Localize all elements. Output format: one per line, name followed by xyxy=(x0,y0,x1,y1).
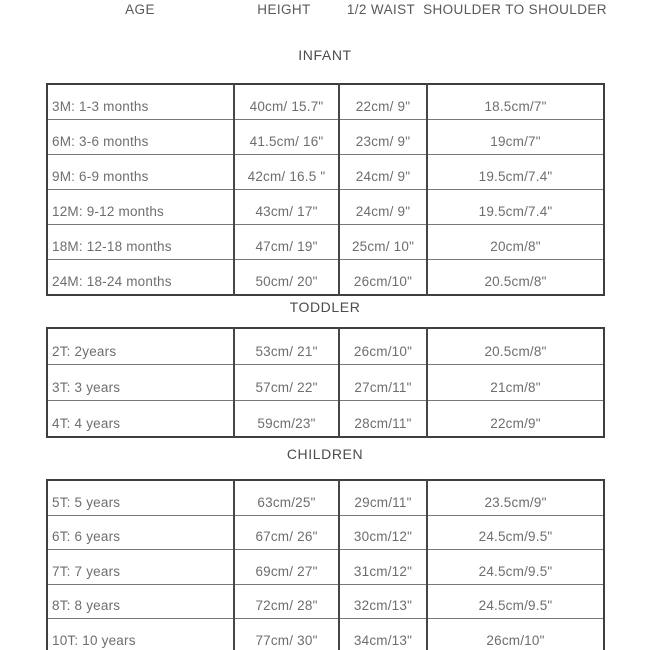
table-row xyxy=(47,515,604,550)
cell-shoulder-to-shoulder: 19.5cm/7.4" xyxy=(427,190,604,225)
cell-height: 40cm/ 15.7" xyxy=(234,84,339,120)
cell-height: 47cm/ 19" xyxy=(234,225,339,260)
cell-age: 8T: 8 years xyxy=(47,584,234,619)
cell-height: 72cm/ 28" xyxy=(234,584,339,619)
cell-height: 69cm/ 27" xyxy=(234,550,339,585)
section-title: INFANT xyxy=(298,47,352,63)
cell-age: 24M: 18-24 months xyxy=(47,260,234,296)
cell-shoulder-to-shoulder: 19cm/7" xyxy=(427,120,604,155)
cell-age: 18M: 12-18 months xyxy=(47,225,234,260)
cell-age: 6M: 3-6 months xyxy=(47,120,234,155)
cell-shoulder-to-shoulder: 20.5cm/8" xyxy=(427,328,604,365)
cell-half-waist: 34cm/13" xyxy=(339,619,427,650)
cell-half-waist: 32cm/13" xyxy=(339,584,427,619)
table-row xyxy=(47,260,604,296)
table-row xyxy=(47,225,604,260)
table-row xyxy=(47,155,604,190)
table-row xyxy=(47,120,604,155)
cell-age: 3T: 3 years xyxy=(47,365,234,401)
cell-half-waist: 25cm/ 10" xyxy=(339,225,427,260)
cell-shoulder-to-shoulder: 26cm/10" xyxy=(427,619,604,650)
table-row xyxy=(47,619,604,650)
cell-age: 5T: 5 years xyxy=(52,494,121,510)
column-header-age: AGE xyxy=(125,2,155,17)
section-title: CHILDREN xyxy=(286,446,364,462)
cell-height: 57cm/ 22" xyxy=(234,365,339,401)
table-row xyxy=(47,550,604,585)
cell-age: 3M: 1-3 months xyxy=(52,99,149,114)
cell-age: 10T: 10 years xyxy=(47,619,234,650)
cell-shoulder-to-shoulder: 21cm/8" xyxy=(427,365,604,401)
cell-half-waist: 24cm/ 9" xyxy=(339,190,427,225)
cell-height: 50cm/ 20" xyxy=(234,260,339,296)
cell-shoulder-to-shoulder: 24.5cm/9.5" xyxy=(427,584,604,619)
cell-shoulder-to-shoulder: 19.5cm/7.4" xyxy=(427,155,604,190)
cell-shoulder-to-shoulder: 24.5cm/9.5" xyxy=(427,550,604,585)
cell-half-waist: 24cm/ 9" xyxy=(339,155,427,190)
table-row xyxy=(47,480,604,515)
column-header-shoulder-to-shoulder: SHOULDER TO SHOULDER xyxy=(423,2,607,17)
cell-age: 9M: 6-9 months xyxy=(47,155,234,190)
cell-height: 41.5cm/ 16" xyxy=(234,120,339,155)
column-header-height: HEIGHT xyxy=(257,2,311,17)
section-toddler xyxy=(0,299,650,438)
column-headers xyxy=(0,0,650,20)
table-row xyxy=(47,401,604,438)
table-row xyxy=(47,365,604,401)
cell-height: 77cm/ 30" xyxy=(234,619,339,650)
section-infant xyxy=(0,47,650,296)
cell-height: 59cm/23" xyxy=(234,401,339,438)
cell-age: 4T: 4 years xyxy=(47,401,234,438)
table-row xyxy=(47,584,604,619)
cell-shoulder-to-shoulder: 18.5cm/7" xyxy=(427,84,604,120)
cell-half-waist: 31cm/12" xyxy=(339,550,427,585)
size-table-children xyxy=(46,479,605,650)
cell-half-waist: 26cm/10" xyxy=(339,328,427,365)
cell-age: 7T: 7 years xyxy=(47,550,234,585)
section-children xyxy=(0,446,650,650)
cell-half-waist: 26cm/10" xyxy=(339,260,427,296)
table-row xyxy=(47,328,604,365)
cell-half-waist: 23cm/ 9" xyxy=(339,120,427,155)
cell-shoulder-to-shoulder: 20.5cm/8" xyxy=(427,260,604,296)
cell-shoulder-to-shoulder: 20cm/8" xyxy=(427,225,604,260)
cell-height: 63cm/25" xyxy=(234,480,339,515)
section-title: TODDLER xyxy=(289,299,361,315)
cell-shoulder-to-shoulder: 24.5cm/9.5" xyxy=(427,515,604,550)
table-row xyxy=(47,190,604,225)
cell-shoulder-to-shoulder: 22cm/9" xyxy=(427,401,604,438)
size-table-infant xyxy=(46,83,605,296)
cell-age: 6T: 6 years xyxy=(47,515,234,550)
cell-age: 12M: 9-12 months xyxy=(47,190,234,225)
cell-height: 42cm/ 16.5 " xyxy=(234,155,339,190)
cell-half-waist: 30cm/12" xyxy=(339,515,427,550)
cell-half-waist: 27cm/11" xyxy=(339,365,427,401)
size-table-toddler xyxy=(46,327,605,438)
cell-height: 43cm/ 17" xyxy=(234,190,339,225)
cell-half-waist: 29cm/11" xyxy=(339,480,427,515)
cell-height: 67cm/ 26" xyxy=(234,515,339,550)
cell-half-waist: 28cm/11" xyxy=(339,401,427,438)
cell-height: 53cm/ 21" xyxy=(234,328,339,365)
table-row xyxy=(47,84,604,120)
column-header-half-waist: 1/2 WAIST xyxy=(346,2,416,17)
cell-shoulder-to-shoulder: 23.5cm/9" xyxy=(427,480,604,515)
cell-half-waist: 22cm/ 9" xyxy=(339,84,427,120)
cell-age: 2T: 2years xyxy=(52,344,117,359)
